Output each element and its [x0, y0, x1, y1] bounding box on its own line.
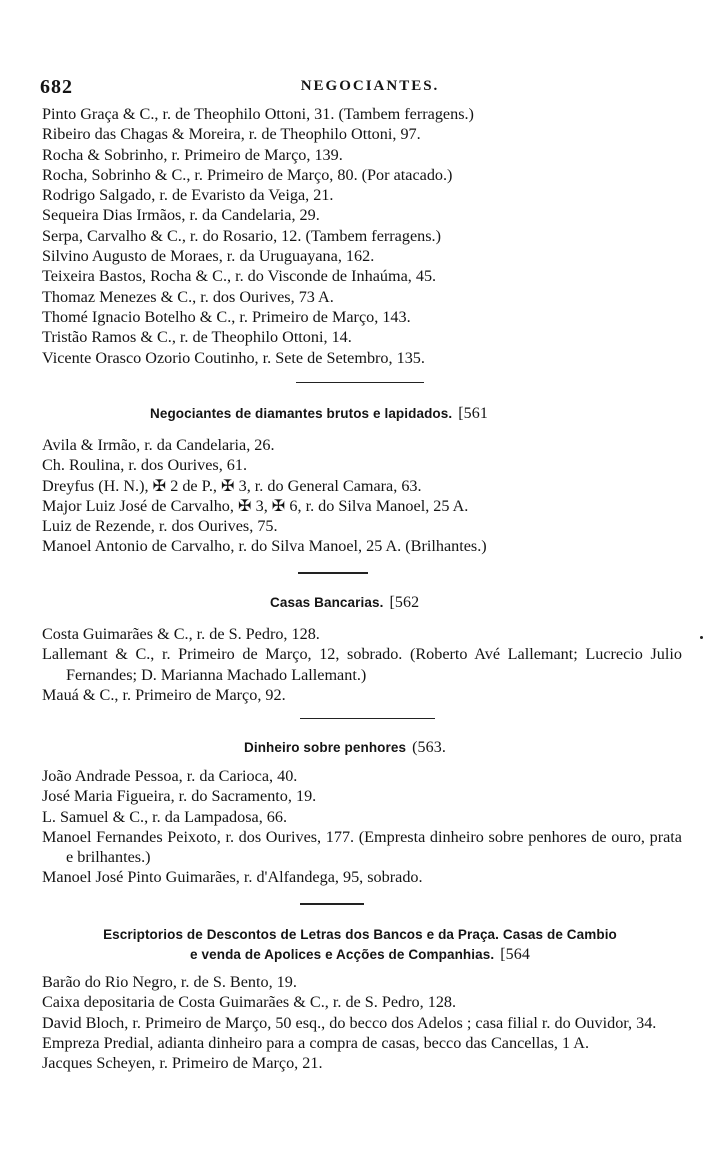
list-item: Pinto Graça & C., r. de Theophilo Ottoni, 31. (Tambem ferragens.) [42, 105, 474, 123]
section-number: [561 [458, 405, 488, 422]
section-title-bancarias [270, 594, 419, 612]
list-item: Costa Guimarães & C., r. de S. Pedro, 128. [42, 625, 320, 643]
list-item: Jacques Scheyen, r. Primeiro de Março, 21. [42, 1054, 323, 1073]
list-item: Lallemant & C., r. Primeiro de Março, 12, sobrado. (Roberto Avé Lallemant; Lucrecio Julio Fernandes; D. Marianna Machado Lallemant.) [42, 645, 682, 684]
discount-office-list [42, 972, 682, 1073]
section-divider [296, 382, 424, 383]
section-title-text: Negociantes de diamantes brutos e lapidados. [150, 406, 453, 421]
pawn-lender-list [42, 766, 682, 888]
list-item: Manoel Antonio de Carvalho, r. do Silva Manoel, 25 A. (Brilhantes.) [42, 537, 487, 556]
continued-merchant-list [42, 104, 682, 368]
section-title-penhores [244, 739, 446, 757]
list-item: José Maria Figueira, r. do Sacramento, 19. [42, 787, 317, 806]
list-item: Luiz de Rezende, r. dos Ourives, 75. [42, 517, 278, 536]
page-number: 682 [40, 76, 73, 98]
section-title-line: Escriptorios de Descontos de Letras dos Bancos e da Praça. Casas de Cambio [103, 927, 617, 942]
running-title: NEGOCIANTES. [300, 78, 440, 94]
list-item: Tristão Ramos & C., r. de Theophilo Ottoni, 14. [42, 328, 352, 347]
list-item: Rocha, Sobrinho & C., r. Primeiro de Março, 80. (Por atacado.) [42, 165, 453, 184]
list-item: Silvino Augusto de Moraes, r. da Uruguayana, 162. [42, 247, 375, 266]
section-divider [300, 903, 364, 905]
list-item: Avila & Irmão, r. da Candelaria, 26. [42, 436, 275, 454]
list-item: Teixeira Bastos, Rocha & C., r. do Visconde de Inhaúma, 45. [42, 267, 437, 286]
list-item: L. Samuel & C., r. da Lampadosa, 66. [42, 807, 288, 826]
list-item: Rodrigo Salgado, r. de Evaristo da Veiga, 21. [42, 186, 334, 205]
list-item: Caixa depositaria de Costa Guimarães & C., r. de S. Pedro, 128. [42, 993, 457, 1012]
section-title-descontos [40, 925, 680, 965]
list-item: Thomé Ignacio Botelho & C., r. Primeiro de Março, 143. [42, 307, 411, 326]
print-speck [700, 636, 703, 639]
section-number: [562 [389, 594, 420, 611]
section-number: (563. [412, 739, 446, 756]
list-item: Thomaz Menezes & C., r. dos Ourives, 73 A. [42, 287, 334, 306]
bank-list [42, 624, 682, 705]
section-divider [300, 718, 435, 719]
list-item: David Bloch, r. Primeiro de Março, 50 esq., do becco dos Adelos ; casa filial r. do Ouvidor, 34. [42, 1013, 657, 1032]
section-title-text: Casas Bancarias. [270, 595, 384, 610]
list-item: João Andrade Pessoa, r. da Carioca, 40. [42, 767, 298, 785]
list-item: Ribeiro das Chagas & Moreira, r. de Theophilo Ottoni, 97. [42, 125, 421, 144]
section-title-text: Dinheiro sobre penhores [244, 740, 407, 755]
list-item: Manoel Fernandes Peixoto, r. dos Ourives, 177. (Empresta dinheiro sobre penhores de ouro, prata e brilhantes.) [42, 827, 682, 867]
list-item: Ch. Roulina, r. dos Ourives, 61. [42, 456, 248, 475]
list-item: Barão do Rio Negro, r. de S. Bento, 19. [42, 973, 297, 991]
diamond-merchant-list [42, 435, 682, 557]
list-item: Empreza Predial, adianta dinheiro para a compra de casas, becco das Cancellas, 1 A. [42, 1033, 589, 1052]
section-number: [564 [500, 946, 530, 963]
list-item: Sequeira Dias Irmãos, r. da Candelaria, 29. [42, 206, 320, 225]
list-item: Major Luiz José de Carvalho, ✠ 3, ✠ 6, r. do Silva Manoel, 25 A. [42, 496, 469, 515]
section-title-diamantes [150, 405, 488, 423]
list-item: Serpa, Carvalho & C., r. do Rosario, 12. (Tambem ferragens.) [42, 226, 441, 245]
list-item: Rocha & Sobrinho, r. Primeiro de Março, 139. [42, 145, 343, 164]
list-item: Manoel José Pinto Guimarães, r. d'Alfandega, 95, sobrado. [42, 868, 423, 887]
list-item: Vicente Orasco Ozorio Coutinho, r. Sete de Setembro, 135. [42, 348, 425, 367]
page-header [40, 76, 700, 102]
list-item: Mauá & C., r. Primeiro de Março, 92. [42, 685, 286, 704]
list-item: Dreyfus (H. N.), ✠ 2 de P., ✠ 3, r. do General Camara, 63. [42, 476, 422, 495]
section-title-line: e venda de Apolices e Acções de Companhias. [190, 947, 495, 962]
section-divider [298, 572, 368, 574]
